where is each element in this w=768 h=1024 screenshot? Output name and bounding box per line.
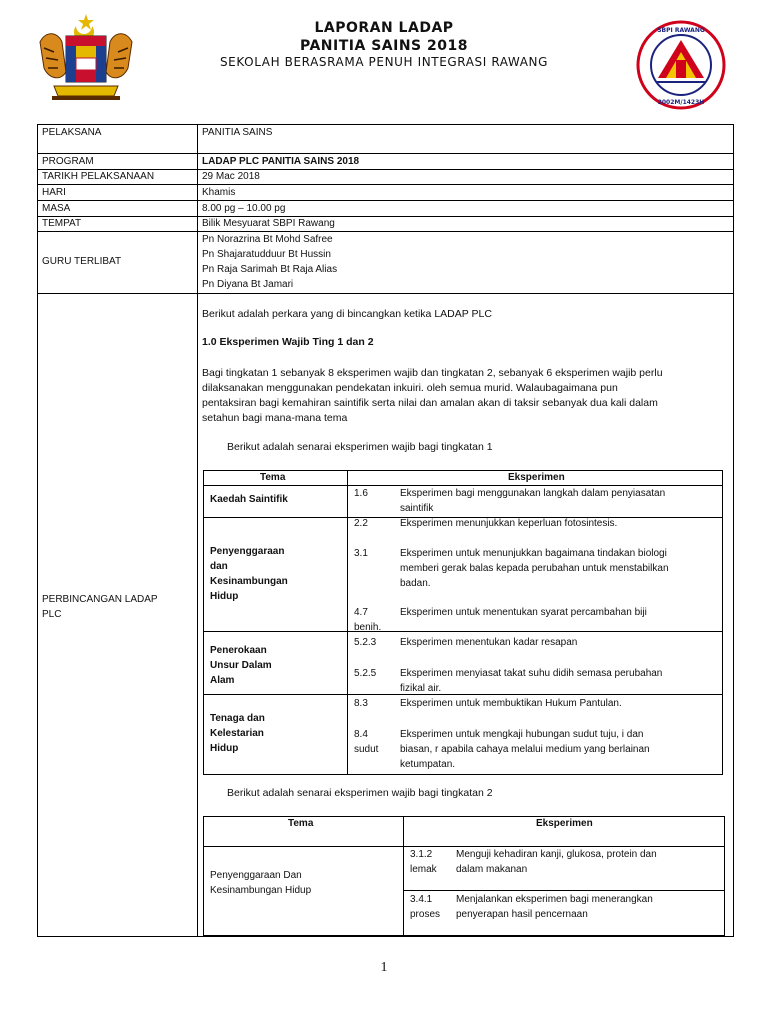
list1-intro: Berikut adalah senarai eksperimen wajib bagi tingkatan 1 — [227, 441, 493, 453]
t1-exp: Eksperimen untuk menunjukkan bagaimana tindakan biologi — [400, 548, 667, 559]
t2-num: lemak — [410, 864, 437, 875]
svg-text:2002M/1423H: 2002M/1423H — [657, 99, 705, 106]
t1-tema: Alam — [210, 675, 235, 686]
t1-num: 2.2 — [354, 518, 368, 529]
t2-exp: penyerapan hasil pencernaan — [456, 909, 588, 920]
t1-num: 8.4 — [354, 729, 368, 740]
t1-tema: Penerokaan — [210, 645, 267, 656]
t1-tema: Kesinambungan — [210, 576, 288, 587]
label-masa: MASA — [42, 203, 71, 214]
t1-num: sudut — [354, 744, 379, 755]
school-logo — [636, 20, 726, 110]
paragraph-line: Bagi tingkatan 1 sebanyak 8 eksperimen wajib dan tingkatan 2, sebanyak 6 eksperimen wajib perlu — [202, 367, 663, 379]
t1-num: 8.3 — [354, 698, 368, 709]
t1-exp: Eksperimen menentukan kadar resapan — [400, 637, 578, 648]
page-number: 1 — [380, 960, 388, 975]
t2-exp: dalam makanan — [456, 864, 528, 875]
label-program: PROGRAM — [42, 156, 94, 167]
t1-exp: Eksperimen menunjukkan keperluan fotosintesis. — [400, 518, 618, 529]
label-perbincangan: PERBINCANGAN LADAP — [42, 594, 158, 605]
t1-num: 5.2.3 — [354, 637, 377, 648]
label-pelaksana: PELAKSANA — [42, 127, 102, 138]
t1-exp: fizikal air. — [400, 683, 442, 694]
label-perbincangan-2: PLC — [42, 609, 62, 620]
guru-name: Pn Raja Sarimah Bt Raja Alias — [202, 264, 338, 275]
paragraph-line: dilaksanakan menggunakan pendekatan inkuiri. oleh semua murid. Walaubagaimana pun — [202, 382, 618, 394]
t2-tema: Penyenggaraan Dan — [210, 870, 302, 881]
t1-tema: Hidup — [210, 743, 239, 754]
t1-num: 5.2.5 — [354, 668, 377, 679]
t1-exp: saintifik — [400, 503, 434, 514]
value-tempat: Bilik Mesyuarat SBPI Rawang — [202, 218, 335, 229]
value-program: LADAP PLC PANITIA SAINS 2018 — [202, 156, 360, 167]
t1-exp: memberi gerak balas kepada perubahan untuk menstabilkan — [400, 563, 669, 574]
t2-head-tema: Tema — [288, 818, 314, 829]
t2-head-eksperimen: Eksperimen — [536, 818, 593, 829]
paragraph-line: pentaksiran bagi kemahiran saintifik serta nilai dan amalan akan di taksir sebanyak dua kali dalam — [202, 397, 658, 409]
guru-name: Pn Shajaratudduur Bt Hussin — [202, 249, 331, 260]
guru-name: Pn Norazrina Bt Mohd Safree — [202, 234, 333, 245]
section-heading: 1.0 Eksperimen Wajib Ting 1 dan 2 — [202, 336, 374, 348]
t1-tema: Hidup — [210, 591, 239, 602]
school-name: SEKOLAH BERASRAMA PENUH INTEGRASI RAWANG — [219, 55, 549, 69]
intro-text: Berikut adalah perkara yang di bincangkan ketika LADAP PLC — [202, 308, 492, 320]
t1-exp: Eksperimen untuk membuktikan Hukum Pantulan. — [400, 698, 622, 709]
t2-tema: Kesinambungan Hidup — [210, 885, 312, 896]
svg-text:SBPI RAWANG: SBPI RAWANG — [657, 27, 705, 34]
t2-num: proses — [410, 909, 441, 920]
t2-num: 3.1.2 — [410, 849, 433, 860]
t1-exp: ketumpatan. — [400, 759, 456, 770]
t1-exp: Eksperimen untuk menentukan syarat percambahan biji — [400, 607, 647, 618]
t1-head-eksperimen: Eksperimen — [508, 472, 565, 483]
t1-exp: biasan, r apabila cahaya melalui medium yang berlainan — [400, 744, 650, 755]
t1-tema: Kelestarian — [210, 728, 264, 739]
t2-num: 3.4.1 — [410, 894, 433, 905]
t2-exp: Menguji kehadiran kanji, glukosa, protein dan — [456, 849, 657, 860]
value-pelaksana: PANITIA SAINS — [202, 127, 273, 138]
coat-of-arms-logo — [32, 12, 140, 108]
report-subtitle: PANITIA SAINS 2018 — [300, 38, 468, 54]
report-table — [37, 124, 734, 937]
t1-num: 4.7 — [354, 607, 368, 618]
t1-tema: Unsur Dalam — [210, 660, 272, 671]
t1-num: 3.1 — [354, 548, 368, 559]
t1-exp: Eksperimen menyiasat takat suhu didih semasa perubahan — [400, 668, 663, 679]
t1-exp: benih. — [354, 622, 382, 633]
t1-head-tema: Tema — [260, 472, 286, 483]
t2-exp: Menjalankan eksperimen bagi menerangkan — [456, 894, 653, 905]
t1-exp: Eksperimen bagi menggunakan langkah dalam penyiasatan — [400, 488, 666, 499]
label-hari: HARI — [42, 187, 66, 198]
t1-num: 1.6 — [354, 488, 368, 499]
value-tarikh: 29 Mac 2018 — [202, 171, 260, 182]
value-hari: Khamis — [202, 187, 236, 198]
guru-name: Pn Diyana Bt Jamari — [202, 279, 294, 290]
label-tempat: TEMPAT — [42, 218, 82, 229]
paragraph-line: setahun bagi mana-mana tema — [202, 412, 348, 424]
t1-tema: Penyenggaraan — [210, 546, 285, 557]
t1-exp: Eksperimen untuk mengkaji hubungan sudut tuju, i dan — [400, 729, 644, 740]
t1-tema: Kaedah Saintifik — [210, 494, 288, 505]
t1-tema: dan — [210, 561, 228, 572]
label-guru: GURU TERLIBAT — [42, 256, 122, 267]
list2-intro: Berikut adalah senarai eksperimen wajib bagi tingkatan 2 — [227, 787, 493, 799]
report-title: LAPORAN LADAP — [314, 20, 454, 36]
value-masa: 8.00 pg – 10.00 pg — [202, 203, 286, 214]
label-tarikh: TARIKH PELAKSANAAN — [42, 171, 155, 182]
t1-exp: badan. — [400, 578, 431, 589]
t1-tema: Tenaga dan — [210, 713, 265, 724]
